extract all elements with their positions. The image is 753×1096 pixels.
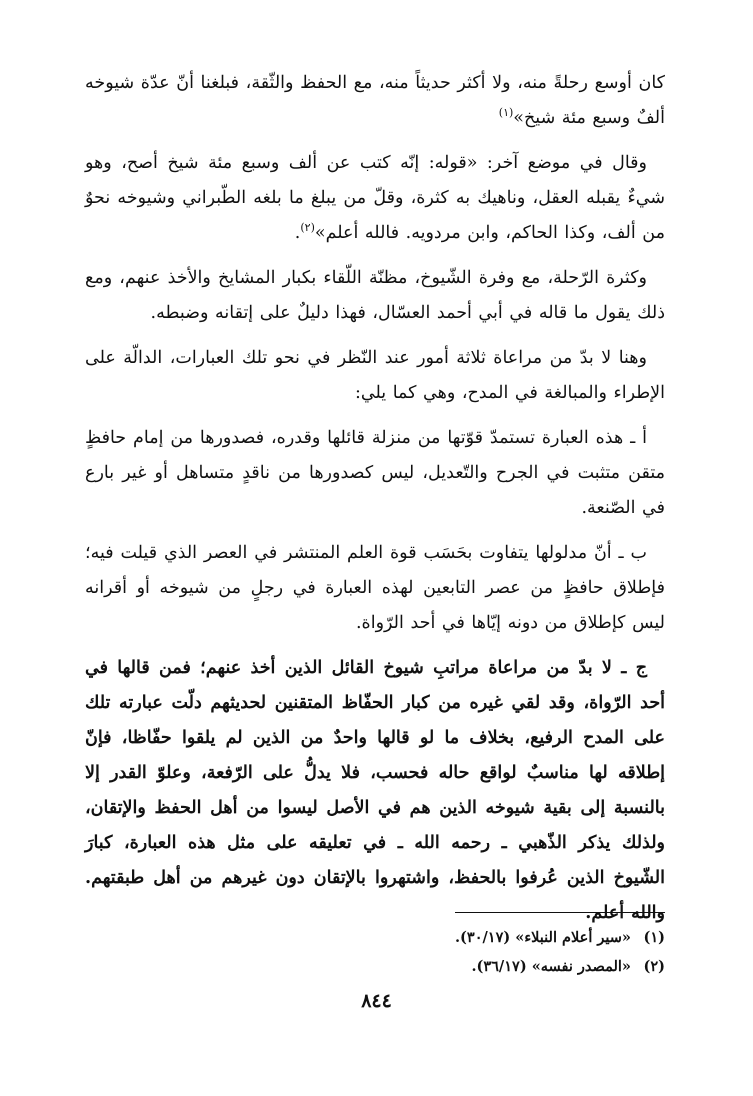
- footnote-2-number: (٢): [643, 958, 665, 975]
- paragraph-2-text: وقال في موضع آخر: «قوله: إنّه كتب عن ألف وسبع مئة شيخ أصح، وهو شيءٌ يقبله العقل، وناهيك به كثرة، وقلّ من يبلغ ما بلغه الطّبراني وشيوخه نحوٌ من ألف، وكذا الحاكم، وابن مردويه. فالله أعلم»: [85, 153, 665, 243]
- paragraph-1: [85, 66, 665, 136]
- footnote-divider: [455, 912, 665, 913]
- paragraph-2: [85, 146, 665, 251]
- footnote-1-number: (١): [643, 929, 665, 946]
- paragraph-3: وكثرة الرّحلة، مع وفرة الشّيوخ، مظنّة اللّقاء بكبار المشايخ والأخذ عنهم، ومع ذلك يقول ما قاله في أبي أحمد العسّال، فهذا دليلٌ على إتقانه وضبطه.: [85, 268, 665, 323]
- footnote-1-text: «سير أعلام النبلاء» (٣٠/١٧).: [454, 929, 631, 946]
- footnote-2: [85, 952, 665, 981]
- footnote-2-text: «المصدر نفسه» (٣٦/١٧).: [471, 958, 631, 975]
- paragraph-point-c: ج ـ لا بدّ من مراعاة مراتبِ شيوخ القائل الذين أخذ عنهم؛ فمن قالها في أحد الرّواة، وقد لقي غيره من كبار الحفّاظ المتقنين لحديثهم دلّت عبارته تلك على المدح الرفيع، بخلاف ما لو قالها واحدٌ من الذين لم يلقوا حفّاظا، فإنّ إطلاقه لها مناسبٌ لواقع حاله فحسب، فلا يدلُّ على الرّفعة، وعلوّ القدر إلا بالنسبة إلى بقية شيوخه الذين هم في الأصل ليسوا من أهل الحفظ والإتقان، ولذلك يذكر الذّهبي ـ رحمه الله ـ في تعليقه على مثل هذه العبارة، كبارَ الشّيوخ الذين عُرفوا بالحفظ، واشتهروا بالإتقان دون غيرهم من أهل طبقتهم. والله أعلم.: [85, 658, 665, 923]
- footnote-1: [85, 923, 665, 952]
- footnotes: [85, 912, 665, 981]
- paragraph-point-b: ب ـ أنّ مدلولها يتفاوت بحَسَب قوة العلم المنتشر في العصر الذي قيلت فيه؛ فإطلاق حافظٍ من عصر التابعين لهذه العبارة في رجلٍ من شيوخه أو أقرانه ليس كإطلاق من دونه إيّاها في أحد الرّواة.: [85, 543, 665, 633]
- paragraph-point-a: أ ـ هذه العبارة تستمدّ قوّتها من منزلة قائلها وقدره، فصدورها من إمام حافظٍ متقن متثبت في الجرح والتّعديل، ليس كصدورها من ناقدٍ متساهل أو غير بارع في الصّنعة.: [85, 428, 665, 518]
- footnote-ref-2: (٢): [300, 221, 315, 235]
- paragraph-2-after: .: [294, 223, 301, 243]
- paragraph-1-text: كان أوسع رحلةً منه، ولا أكثر حديثاً منه، مع الحفظ والثّقة، فبلغنا أنّ عدّة شيوخه ألفٌ وسبع مئة شيخ»: [85, 73, 665, 128]
- footnote-ref-1: (١): [498, 106, 514, 120]
- main-text: [85, 66, 665, 941]
- paragraph-4: وهنا لا بدّ من مراعاة ثلاثة أمور عند النّظر في نحو تلك العبارات، الدالّة على الإطراء والمبالغة في المدح، وهي كما يلي:: [85, 348, 665, 403]
- page-number: ٨٤٤: [361, 990, 392, 1012]
